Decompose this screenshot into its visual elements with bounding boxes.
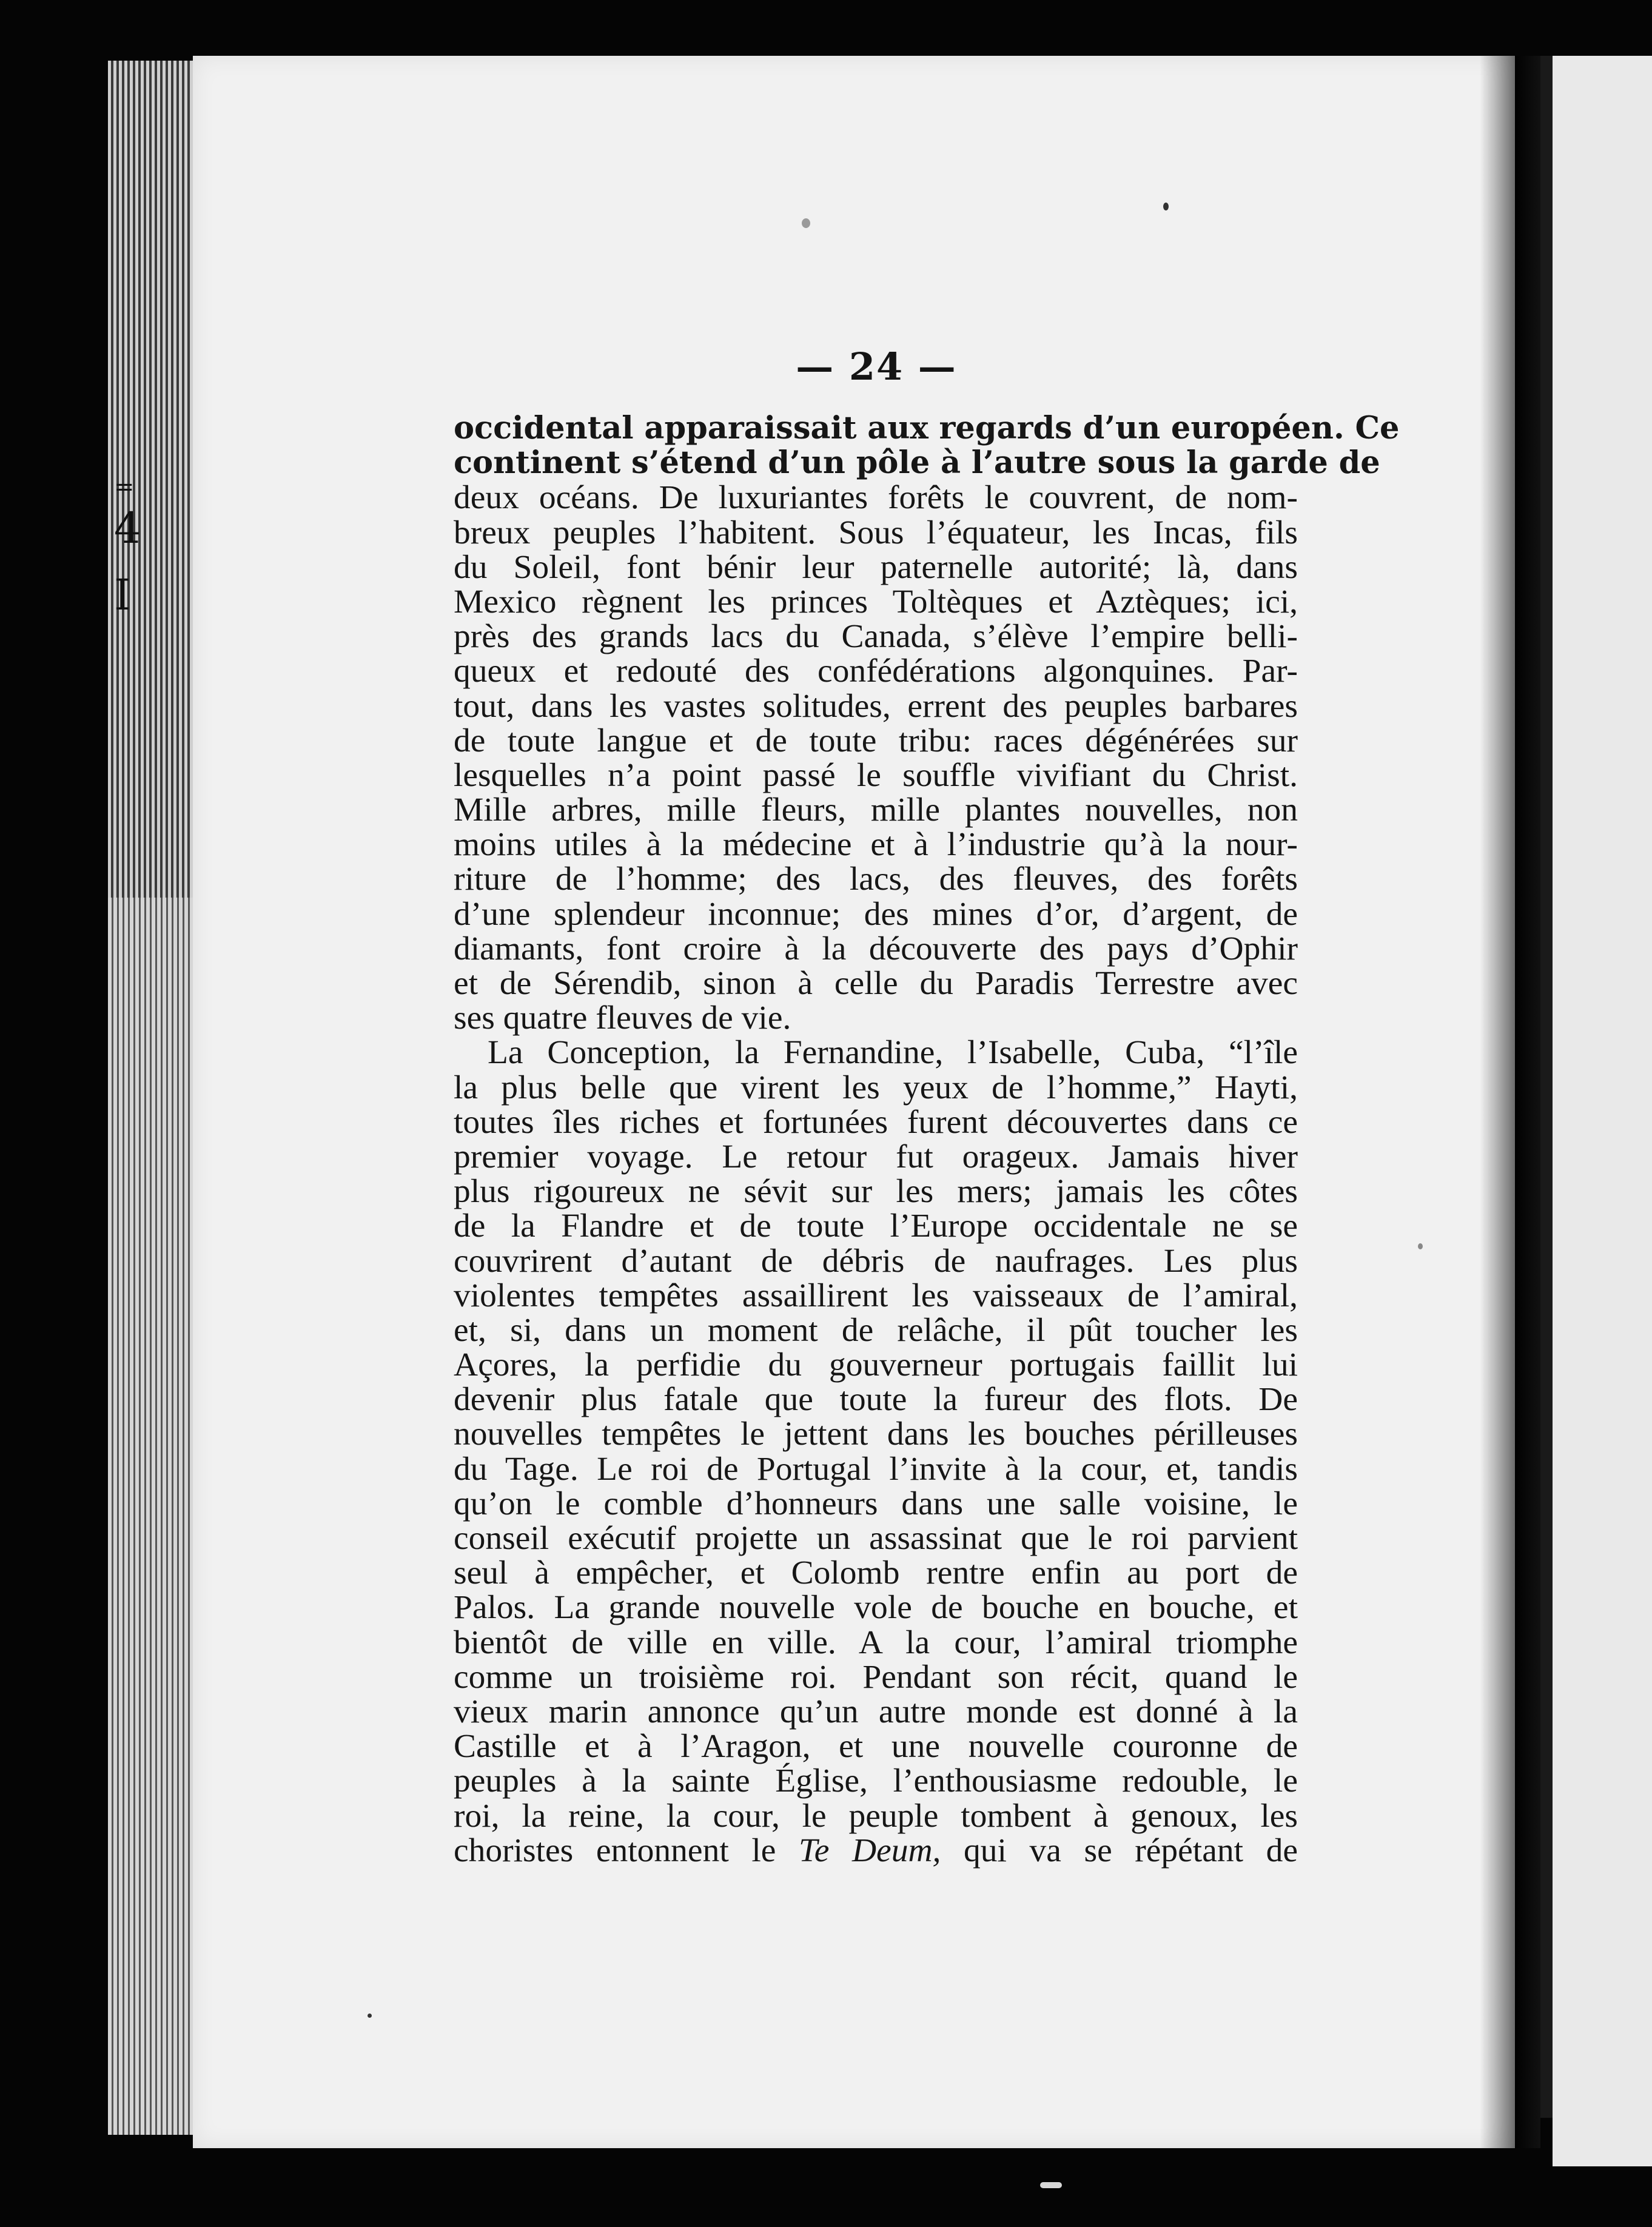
text-line: comme un troisième roi. Pendant son récit, quand le	[454, 1658, 1298, 1696]
text-line: et, si, dans un moment de relâche, il pût toucher les	[454, 1311, 1298, 1349]
text-line: du Soleil, font bénir leur paternelle autorité; là, dans	[454, 548, 1298, 586]
paper-speck	[802, 218, 810, 228]
text-line: continent s’étend d’un pôle à l’autre sous la garde de	[454, 445, 1380, 482]
final-line-end: qui va se répétant de	[941, 1832, 1298, 1869]
text-line: roi, la reine, la cour, le peuple tombent à genoux, les	[454, 1797, 1298, 1835]
previous-pages-strip	[108, 898, 193, 2135]
text-line: du Tage. Le roi de Portugal l’invite à la cour, et, tandis	[454, 1450, 1298, 1488]
paper-speck	[368, 2014, 372, 2018]
text-line: Palos. La grande nouvelle vole de bouche en bouche, et	[454, 1589, 1298, 1627]
text-line: la plus belle que virent les yeux de l’homme,” Hayti,	[454, 1069, 1298, 1106]
text-line: queux et redouté des confédérations algonquines. Par-	[454, 653, 1298, 690]
page-number: — 24 —	[796, 344, 957, 389]
text-line: riture de l’homme; des lacs, des fleuves, des forêts	[454, 861, 1298, 898]
text-line: premier voyage. Le retour fut orageux. Jamais hiver	[454, 1138, 1298, 1175]
text-line: bientôt de ville en ville. A la cour, l’amiral triomphe	[454, 1624, 1298, 1661]
text-line: tout, dans les vastes solitudes, errent des peuples barbares	[454, 687, 1298, 725]
edge-mark-1: =	[114, 473, 135, 501]
text-line: couvrirent d’autant de débris de naufrages. Les plus	[454, 1242, 1298, 1280]
edge-mark-2: 4	[114, 503, 141, 553]
text-line: de toute langue et de toute tribu: races dégénérées sur	[454, 722, 1298, 759]
italic-te-deum: Te Deum,	[798, 1832, 941, 1869]
text-line: Açores, la perfidie du gouverneur portugais faillit lui	[454, 1346, 1298, 1384]
text-line: La Conception, la Fernandine, l’Isabelle, Cuba, “l’île	[488, 1034, 1298, 1072]
paper-speck	[1418, 1243, 1423, 1249]
final-line-start: choristes entonnent le	[454, 1832, 799, 1869]
text-line-final	[454, 1833, 1298, 1868]
paper-speck	[1163, 203, 1169, 210]
text-line: Mille arbres, mille fleurs, mille plantes nouvelles, non	[454, 791, 1298, 829]
text-line: breux peuples l’habitent. Sous l’équateur, les Incas, fils	[454, 514, 1298, 551]
paragraph-1	[454, 410, 1400, 1037]
text-line: plus rigoureux ne sévit sur les mers; jamais les côtes	[454, 1173, 1298, 1211]
text-line: toutes îles riches et fortunées furent découvertes dans ce	[454, 1103, 1298, 1141]
paragraph-2	[454, 1035, 1298, 1868]
text-line: lesquelles n’a point passé le souffle vivifiant du Christ.	[454, 756, 1298, 794]
text-line: d’une splendeur inconnue; des mines d’or, d’argent, de	[454, 895, 1298, 933]
text-line: qu’on le comble d’honneurs dans une salle voisine, le	[454, 1485, 1298, 1522]
text-line: devenir plus fatale que toute la fureur des flots. De	[454, 1381, 1298, 1419]
text-line: seul à empêcher, et Colomb rentre enfin au port de	[454, 1554, 1298, 1592]
text-line: deux océans. De luxuriantes forêts le couvrent, de nom-	[454, 479, 1298, 517]
text-line: occidental apparaissait aux regards d’un européen. Ce	[454, 410, 1400, 446]
text-line: de la Flandre et de toute l’Europe occidentale ne se	[454, 1208, 1298, 1245]
text-line: nouvelles tempêtes le jettent dans les bouches périlleuses	[454, 1416, 1298, 1453]
text-line: ses quatre fleuves de vie.	[454, 999, 791, 1037]
edge-mark-3: I	[114, 570, 131, 620]
text-line: Mexico règnent les princes Toltèques et Aztèques; ici,	[454, 583, 1298, 620]
bottom-smudge	[1040, 2182, 1062, 2188]
text-line: Castille et à l’Aragon, et une nouvelle couronne de	[454, 1728, 1298, 1765]
text-line: peuples à la sainte Église, l’enthousiasme redouble, le	[454, 1762, 1298, 1800]
text-line: conseil exécutif projette un assassinat que le roi parvient	[454, 1520, 1298, 1557]
text-line: moins utiles à la médecine et à l’industrie qu’à la nour-	[454, 826, 1298, 864]
text-line: vieux marin annonce qu’un autre monde est donné à la	[454, 1693, 1298, 1730]
text-line: et de Sérendib, sinon à celle du Paradis Terrestre avec	[454, 965, 1298, 1002]
text-line: près des grands lacs du Canada, s’élève l’empire belli-	[454, 618, 1298, 656]
text-line: diamants, font croire à la découverte des pays d’Ophir	[454, 930, 1298, 967]
text-line: violentes tempêtes assaillirent les vaisseaux de l’amiral,	[454, 1277, 1298, 1314]
body-text	[454, 410, 1400, 1869]
